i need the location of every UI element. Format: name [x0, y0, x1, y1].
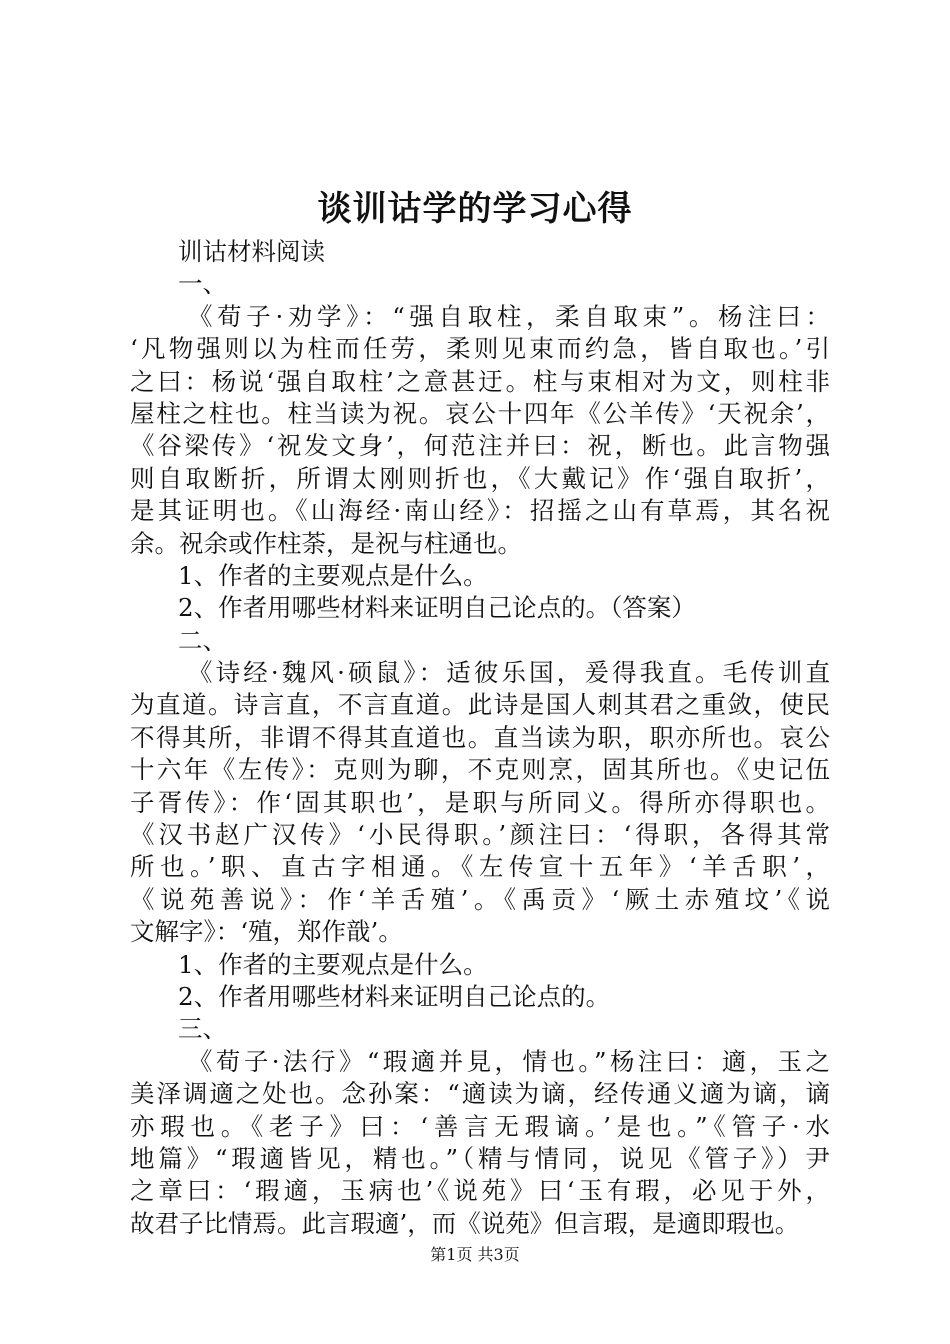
- section-1-number: 一、: [178, 269, 227, 299]
- section-1-line: 之曰：杨说‘强自取柱’之意甚迂。柱与束相对为文，则柱非: [130, 366, 830, 396]
- document-title: 谈训诂学的学习心得: [317, 189, 633, 229]
- section-3-line: 之章曰：‘瑕適，玉病也’《说苑》曰‘玉有瑕，必见于外，: [130, 1176, 830, 1206]
- section-1-line: 屋柱之柱也。柱当读为祝。哀公十四年《公羊传》‘天祝余’，: [130, 398, 830, 428]
- section-2-line: 文解字》：‘殖，郑作戠’。: [130, 917, 403, 947]
- section-1-line: 余。祝余或作柱荼，是祝与柱通也。: [130, 528, 522, 558]
- section-1-question-1: 1、作者的主要观点是什么。: [178, 560, 488, 590]
- section-3-line: 亦瑕也。《老子》曰：‘善言无瑕谪。’是也。”《管子·水: [130, 1111, 830, 1141]
- section-3-line: 地篇》“瑕適皆见，精也。”（精与情同，说见《管子》）尹: [130, 1143, 830, 1173]
- section-2-line: 为直道。诗言直，不言直道。此诗是国人刺其君之重敛，使民: [130, 690, 830, 720]
- section-3-line: 《荀子·法行》“瑕適并見，情也。”杨注曰：適，玉之: [188, 1046, 830, 1076]
- section-3-line: 美泽调適之处也。念孙案：“適读为谪，经传通义適为谪，谪: [130, 1079, 830, 1109]
- section-2-number: 二、: [178, 625, 227, 655]
- section-2-line: 十六年《左传》：克则为聊，不克则烹，固其所也。《史记伍: [130, 755, 830, 785]
- section-2-line: 所也。’职、直古字相通。《左传宣十五年》‘羊舌职’，: [130, 852, 830, 882]
- section-2-line: 不得其所，非谓不得其直道也。直当读为职，职亦所也。哀公: [130, 722, 830, 752]
- section-2-line: 子胥传》：作‘固其职也’，是职与所同义。得所亦得职也。: [130, 787, 830, 817]
- section-3-line: 故君子比情焉。此言瑕適’，而《说苑》但言瑕，是適即瑕也。: [130, 1208, 800, 1238]
- section-2-line: 《汉书赵广汉传》‘小民得职。’颜注曰：‘得职，各得其常: [130, 820, 830, 850]
- section-1-line: 是其证明也。《山海经·南山经》：招摇之山有草焉，其名祝: [130, 496, 830, 526]
- section-1-line: 则自取断折，所谓太刚则折也，《大戴记》作‘强自取折’，: [130, 463, 830, 493]
- section-3-number: 三、: [178, 1014, 227, 1044]
- document-body: [130, 236, 830, 1240]
- section-2-question-1: 1、作者的主要观点是什么。: [178, 949, 488, 979]
- section-1-question-2: 2、作者用哪些材料来证明自己论点的。（答案）: [178, 593, 696, 623]
- section-2-question-2: 2、作者用哪些材料来证明自己论点的。: [178, 981, 611, 1011]
- section-heading: 训诂材料阅读: [178, 237, 325, 266]
- page-footer: 第1页 共3页: [430, 1245, 520, 1264]
- section-1-line: 《谷梁传》‘祝发文身’，何范注并曰：祝，断也。此言物强: [130, 431, 830, 461]
- section-1-line: ‘凡物强则以为柱而任劳，柔则见束而约急，皆自取也。’引: [130, 334, 830, 364]
- section-1-line: 《荀子·劝学》：“强自取柱，柔自取束”。杨注曰：: [188, 301, 830, 331]
- section-2-line: 《诗经·魏风·硕鼠》：适彼乐国，爰得我直。毛传训直: [188, 658, 830, 688]
- section-2-line: 《说苑善说》：作‘羊舌殖’。《禹贡》‘厥土赤殖坟’《说: [130, 884, 830, 914]
